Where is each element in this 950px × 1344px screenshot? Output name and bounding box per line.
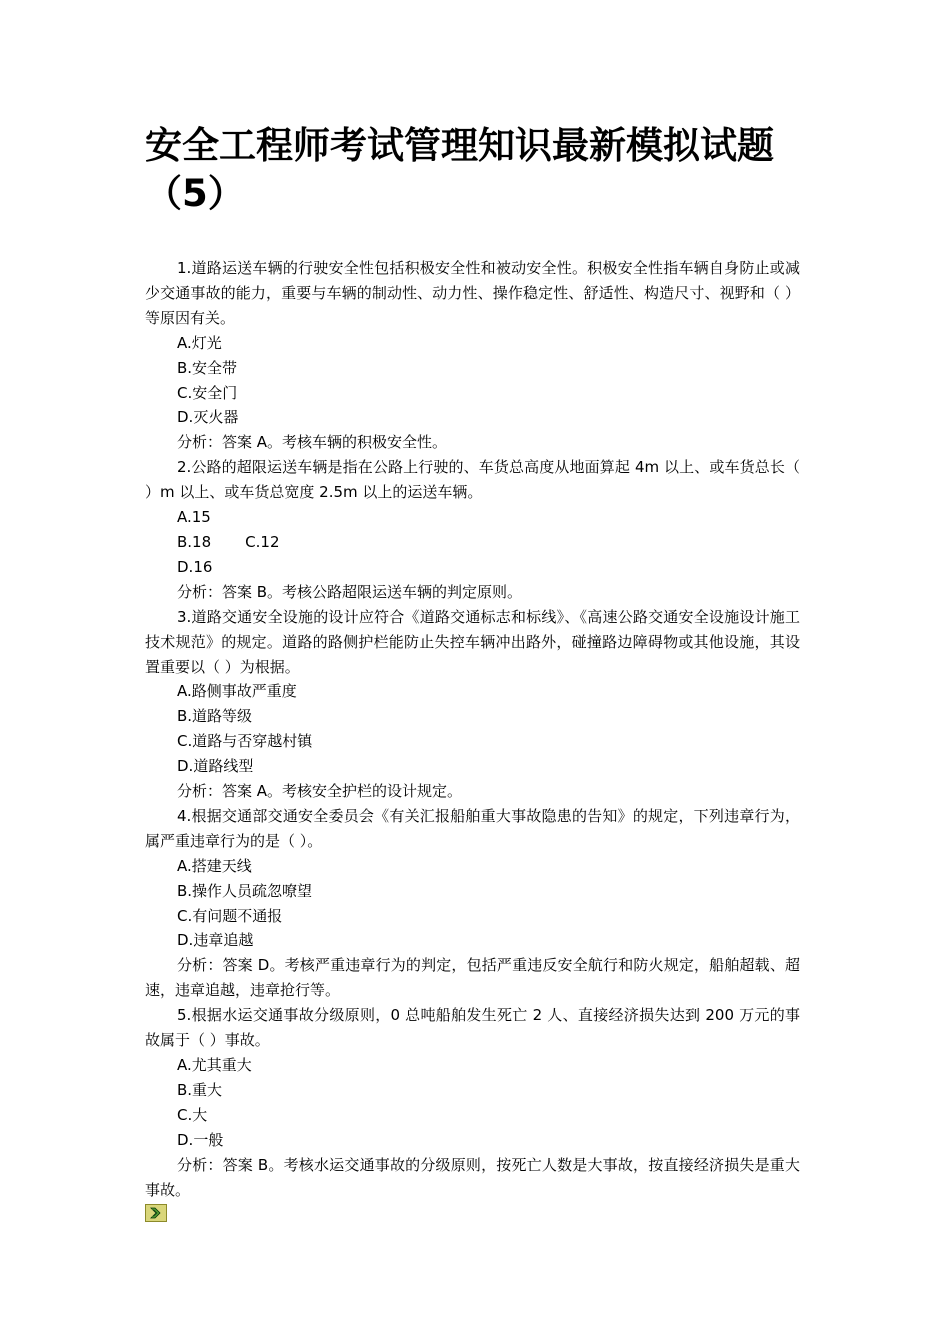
question-5-analysis: 分析：答案 B。考核水运交通事故的分级原则，按死亡人数是大事故，按直接经济损失是重大事故。: [145, 1155, 800, 1199]
question-3-option-d: D.道路线型: [177, 757, 254, 776]
question-2-option-b: B.18: [177, 532, 212, 551]
question-2-option-a: A.15: [177, 508, 211, 527]
question-3-option-a: A.路侧事故严重度: [177, 682, 297, 701]
question-2-analysis: 分析：答案 B。考核公路超限运送车辆的判定原则。: [177, 582, 523, 601]
arrow-icon: [148, 1206, 164, 1220]
embedded-object-icon[interactable]: [145, 1204, 167, 1222]
question-1-analysis: 分析：答案 A。考核车辆的积极安全性。: [177, 433, 448, 452]
question-5-option-b: B.重大: [177, 1080, 223, 1099]
question-4-option-c: C.有问题不通报: [177, 906, 283, 925]
question-4-option-b: B.操作人员疏忽嘹望: [177, 881, 313, 900]
question-1-stem: 1.道路运送车辆的行驶安全性包括积极安全性和被动安全性。积极安全性指车辆自身防止或减少交通事故的能力，重要与车辆的制动性、动力性、操作稳定性、舒适性、构造尺寸、视野和（ ）等原因有关。: [145, 259, 800, 327]
question-5-option-d: D.一般: [177, 1130, 224, 1149]
question-5-option-c: C.大: [177, 1105, 208, 1124]
question-2-stem: 2.公路的超限运送车辆是指在公路上行驶的、车货总高度从地面算起 4m 以上、或车货总长（ ）m 以上、或车货总宽度 2.5m 以上的运送车辆。: [145, 458, 800, 502]
question-3-option-c: C.道路与否穿越村镇: [177, 732, 313, 751]
question-1-option-c: C.安全门: [177, 383, 238, 402]
question-2-options-b-c: [145, 530, 800, 555]
question-1-option-b: B.安全带: [177, 358, 238, 377]
question-1-option-a: A.灯光: [177, 333, 222, 352]
question-5-option-a: A.尤其重大: [177, 1056, 252, 1074]
question-4-stem: 4.根据交通部交通安全委员会《有关汇报船舶重大事故隐患的告知》的规定，下列违章行为，属严重违章行为的是（ ）。: [145, 806, 800, 850]
document-page: [145, 122, 800, 1222]
document-body: [145, 256, 800, 1222]
question-3-stem: 3.道路交通安全设施的设计应符合《道路交通标志和标线》、《高速公路交通安全设施设计施工技术规范》的规定。道路的路侧护栏能防止失控车辆冲出路外，碰撞路边障碍物或其他设施，其设置重要以（ ）为根据。: [145, 607, 800, 676]
question-2-option-d: D.16: [177, 557, 213, 576]
question-4-option-a: A.搭建天线: [177, 856, 252, 875]
document-title: 安全工程师考试管理知识最新模拟试题（5）: [145, 124, 774, 215]
question-5-stem: 5.根据水运交通事故分级原则，0 总吨船舶发生死亡 2 人、直接经济损失达到 200 万元的事故属于（ ）事故。: [145, 1006, 800, 1050]
question-1-option-d: D.灭火器: [177, 408, 239, 427]
question-4-option-d: D.违章追越: [177, 931, 254, 950]
question-4-analysis: 分析：答案 D。考核严重违章行为的判定，包括严重违反安全航行和防火规定，船舶超载、超速，违章追越，违章抢行等。: [145, 956, 800, 1000]
question-3-option-b: B.道路等级: [177, 707, 253, 726]
question-2-option-c: C.12: [245, 532, 280, 551]
question-3-analysis: 分析：答案 A。考核安全护栏的设计规定。: [177, 782, 463, 801]
